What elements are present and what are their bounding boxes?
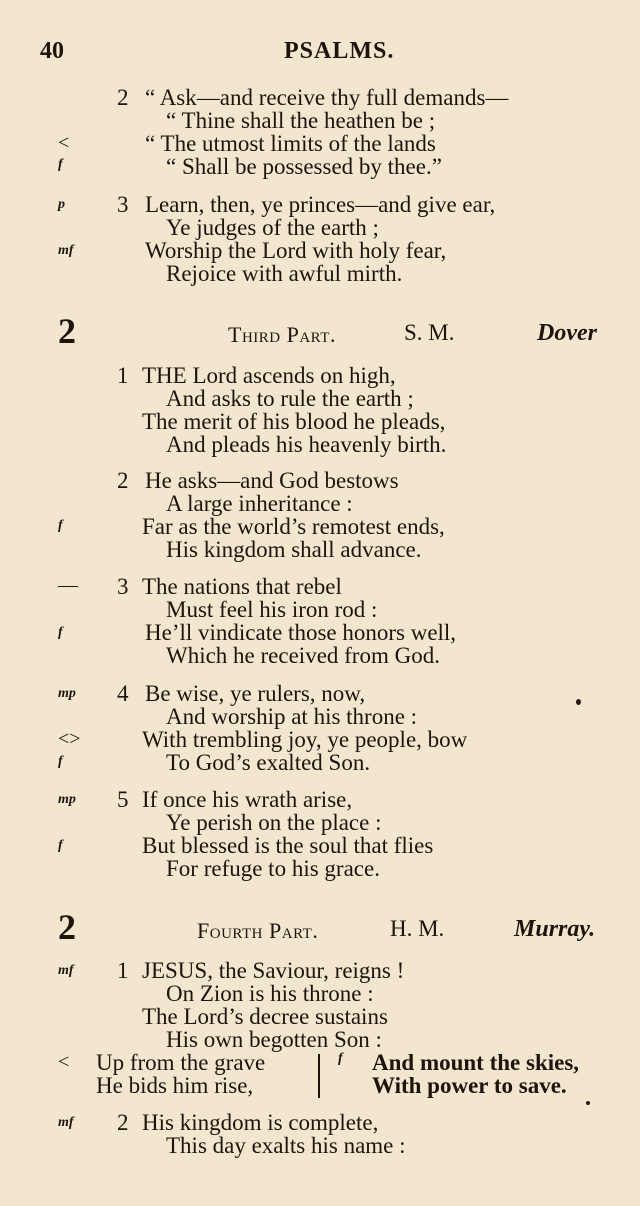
- dynamic-mark: mf: [58, 243, 74, 258]
- verse-number: 2: [117, 1110, 129, 1135]
- verse-line: “ Thine shall the heathen be ;: [166, 108, 436, 133]
- verse-line: His own begotten Son :: [166, 1027, 382, 1052]
- verse-line: He asks—and God bestows: [145, 468, 399, 493]
- verse-line: Be wise, ye rulers, now,: [145, 681, 366, 706]
- hymn-number: 2: [58, 907, 76, 947]
- verse-line: His kingdom is complete,: [142, 1110, 379, 1135]
- verse-line: Ye judges of the earth ;: [166, 215, 379, 240]
- verse-line: Learn, then, ye princes—and give ear,: [145, 192, 496, 217]
- verse-line: Rejoice with awful mirth.: [166, 261, 403, 286]
- verse-line: Worship the Lord with holy fear,: [145, 238, 447, 263]
- dynamic-mark: f: [58, 625, 63, 640]
- verse-line: He bids him rise,: [96, 1073, 254, 1098]
- verse-line: On Zion is his throne :: [166, 981, 374, 1006]
- verse-line: And worship at his throne :: [166, 704, 418, 729]
- dynamic-mark: f: [338, 1051, 343, 1066]
- verse-line: And pleads his heavenly birth.: [166, 432, 447, 457]
- verse-number: 4: [117, 681, 129, 706]
- hymn-number: 2: [58, 311, 76, 351]
- verse-line: A large inheritance :: [166, 491, 353, 516]
- verse-line: Ye perish on the place :: [166, 810, 382, 835]
- verse-line: Must feel his iron rod :: [166, 597, 378, 622]
- meter: H. M.: [390, 916, 445, 941]
- verse-line: “ Shall be possessed by thee.”: [166, 154, 442, 179]
- verse-line: But blessed is the soul that flies: [142, 833, 434, 858]
- dynamic-mark: f: [58, 157, 63, 172]
- verse-number: 1: [117, 363, 129, 388]
- running-title: PSALMS.: [284, 38, 395, 64]
- verse-line: THE Lord ascends on high,: [142, 363, 396, 388]
- verse-line: JESUS, the Saviour, reigns !: [142, 958, 405, 983]
- part-title: Fourth Part.: [197, 918, 319, 943]
- dash-mark: —: [58, 574, 78, 596]
- dynamic-mark: mp: [58, 792, 76, 807]
- verse-line: Which he received from God.: [166, 643, 440, 668]
- verse-line: With trembling joy, ye people, bow: [142, 727, 468, 752]
- tune-name: Murray.: [514, 916, 596, 942]
- column-divider: [318, 1054, 320, 1098]
- crescendo-mark: <: [58, 1051, 70, 1073]
- verse-line: With power to save.: [372, 1073, 567, 1098]
- verse-line: His kingdom shall advance.: [166, 537, 422, 562]
- verse-line: The nations that rebel: [142, 574, 342, 599]
- verse-number: 3: [117, 192, 129, 217]
- ink-speck: [576, 699, 581, 705]
- swell-mark: <>: [58, 728, 81, 750]
- verse-line: And asks to rule the earth ;: [166, 386, 414, 411]
- ink-speck: [586, 1101, 590, 1105]
- verse-number: 1: [117, 958, 129, 983]
- verse-line: “ Ask—and receive thy full demands—: [145, 85, 509, 110]
- verse-line: This day exalts his name :: [166, 1133, 406, 1158]
- verse-number: 5: [117, 787, 129, 812]
- part-title: Third Part.: [228, 322, 336, 347]
- verse-line: For refuge to his grace.: [166, 856, 380, 881]
- verse-number: 2: [117, 468, 129, 493]
- verse-line: The Lord’s decree sustains: [142, 1004, 388, 1029]
- tune-name: Dover: [537, 320, 597, 346]
- verse-line: And mount the skies,: [372, 1050, 580, 1075]
- verse-number: 2: [117, 85, 129, 110]
- meter: S. M.: [404, 320, 455, 345]
- dynamic-mark: mp: [58, 686, 76, 701]
- crescendo-mark: <: [58, 132, 70, 154]
- page-number: 40: [40, 38, 64, 64]
- verse-line: The merit of his blood he pleads,: [142, 409, 446, 434]
- verse-line: If once his wrath arise,: [142, 787, 353, 812]
- dynamic-mark: mf: [58, 963, 74, 978]
- page-header: [0, 36, 640, 70]
- verse-number: 3: [117, 574, 129, 599]
- verse-line: Far as the world’s remotest ends,: [142, 514, 445, 539]
- verse-line: Up from the grave: [96, 1050, 266, 1075]
- dynamic-mark: p: [58, 197, 65, 212]
- dynamic-mark: f: [58, 518, 63, 533]
- verse-line: To God’s exalted Son.: [166, 750, 371, 775]
- dynamic-mark: f: [58, 754, 63, 769]
- dynamic-mark: mf: [58, 1115, 74, 1130]
- verse-line: “ The utmost limits of the lands: [145, 131, 436, 156]
- dynamic-mark: f: [58, 838, 63, 853]
- verse-line: He’ll vindicate those honors well,: [145, 620, 457, 645]
